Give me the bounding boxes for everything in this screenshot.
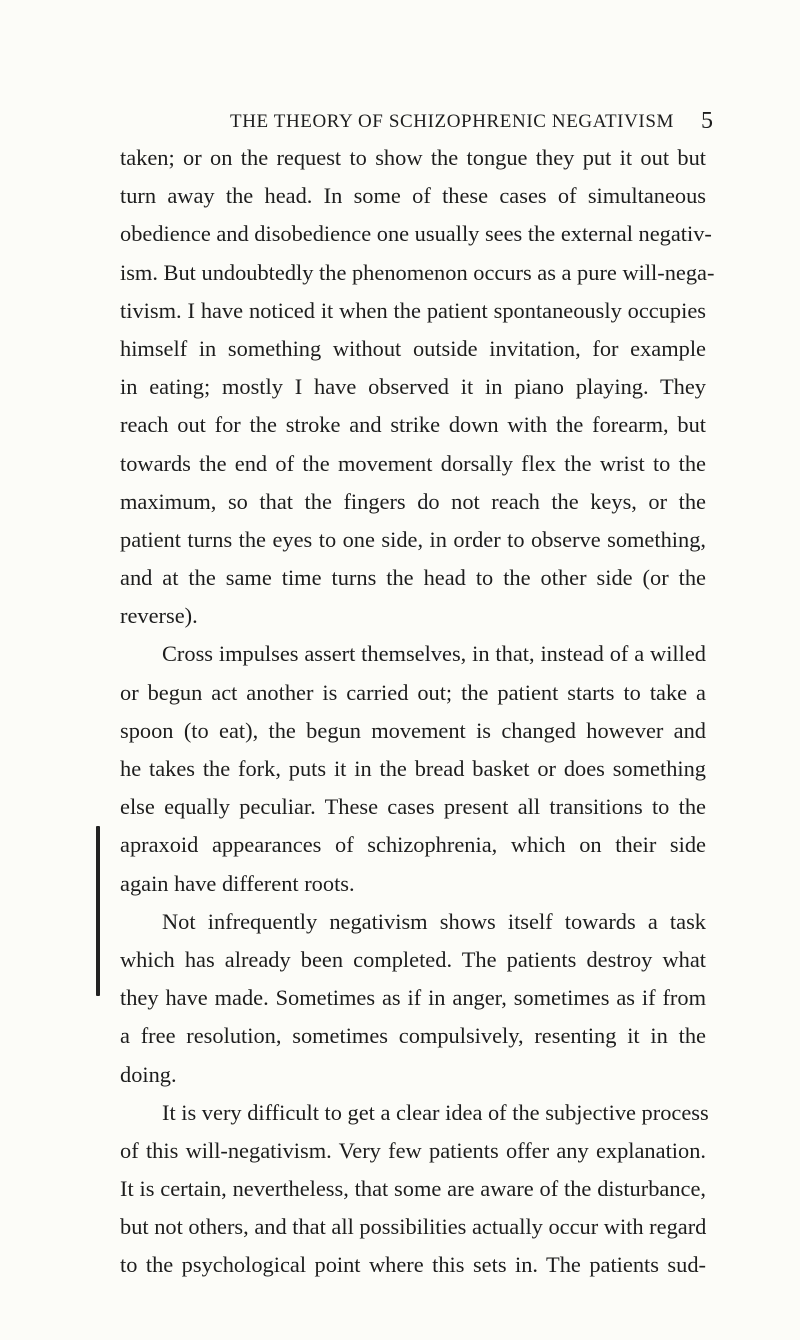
text-line: It is very difficult to get a clear idea of the subjective process — [162, 1099, 709, 1125]
page-number: 5 — [701, 108, 713, 134]
text-line: and at the same time turns the head to the other side (or the — [120, 565, 706, 591]
text-line: ism. But undoubtedly the phenomenon occurs as a pure will-nega- — [120, 259, 715, 285]
text-line: turn away the head. In some of these cases of simultaneous — [120, 183, 706, 209]
text-line: reverse). — [120, 603, 198, 629]
text-line: else equally peculiar. These cases present all transitions to the — [120, 794, 706, 820]
body-text — [120, 139, 715, 1285]
text-line: of this will-negativism. Very few patients offer any explanation. — [120, 1137, 706, 1163]
text-line: to the psychological point where this sets in. The patients sud- — [120, 1252, 706, 1278]
text-line: taken; or on the request to show the tongue they put it out but — [120, 145, 706, 170]
text-line: obedience and disobedience one usually sees the external negativ- — [120, 221, 712, 247]
text-line: which has already been completed. The patients destroy what — [120, 946, 706, 972]
text-line: in eating; mostly I have observed it in piano playing. They — [120, 374, 706, 400]
text-line: spoon (to eat), the begun movement is changed however and — [120, 717, 706, 743]
text-line: tivism. I have noticed it when the patient spontaneously occupies — [120, 297, 706, 323]
text-line: he takes the fork, puts it in the bread basket or does something — [120, 756, 706, 781]
text-line: patient turns the eyes to one side, in order to observe something, — [120, 526, 706, 552]
text-line: again have different roots. — [120, 870, 355, 896]
text-line: they have made. Sometimes as if in anger, sometimes as if from — [120, 985, 706, 1011]
text-line: Cross impulses assert themselves, in that, instead of a willed — [162, 641, 706, 667]
text-line: maximum, so that the fingers do not reach the keys, or the — [120, 488, 706, 514]
text-line: Not infrequently negativism shows itself towards a task — [162, 908, 706, 934]
text-line: himself in something without outside invitation, for example — [120, 335, 706, 361]
text-line: doing. — [120, 1061, 177, 1087]
text-line: towards the end of the movement dorsally flex the wrist to the — [120, 450, 706, 476]
text-line: It is certain, nevertheless, that some are aware of the disturbance, — [120, 1176, 706, 1202]
text-line: but not others, and that all possibilities actually occur with regard — [120, 1214, 707, 1240]
margin-marker — [96, 826, 100, 996]
running-title: THE THEORY OF SCHIZOPHRENIC NEGATIVISM — [230, 111, 674, 132]
text-line: apraxoid appearances of schizophrenia, which on their side — [120, 832, 706, 858]
text-line: a free resolution, sometimes compulsively, resenting it in the — [120, 1023, 706, 1049]
text-line: or begun act another is carried out; the patient starts to take a — [120, 679, 706, 705]
text-line: reach out for the stroke and strike down with the forearm, but — [120, 412, 706, 438]
